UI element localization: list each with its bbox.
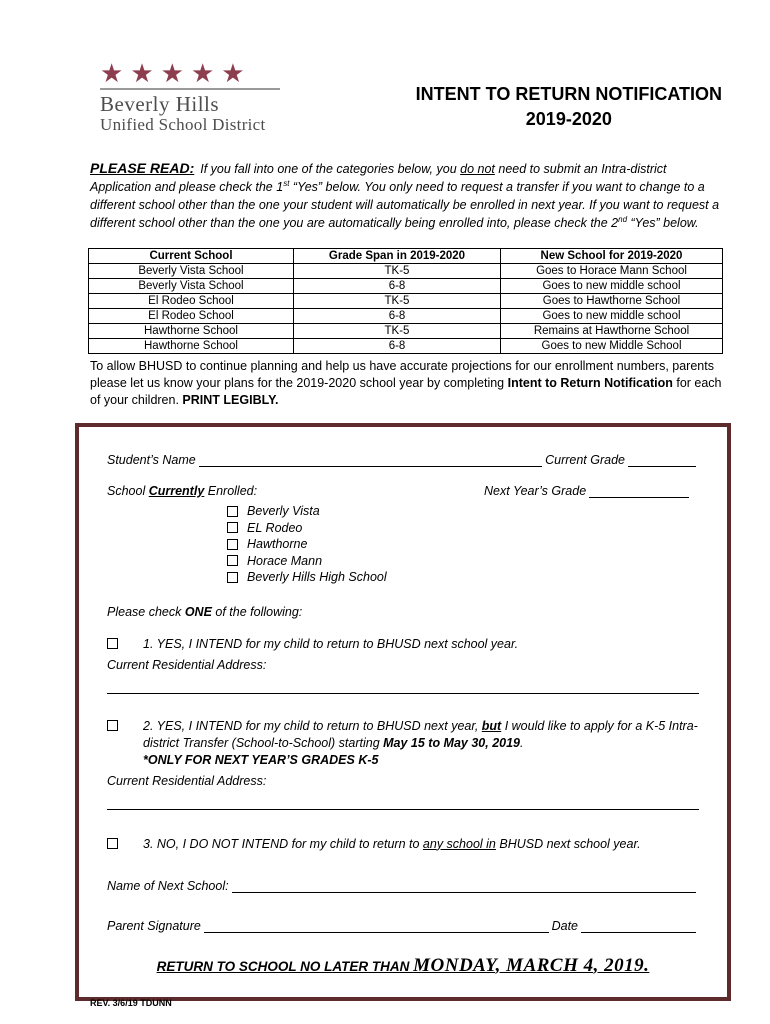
return-deadline-text: RETURN TO SCHOOL NO LATER THAN — [156, 958, 414, 974]
table-cell: 6-8 — [294, 339, 501, 354]
next-year-grade-field[interactable] — [589, 485, 689, 498]
stars-row — [100, 60, 280, 86]
option-2-row — [107, 718, 699, 769]
please-read-text: If you fall into one of the categories below, you — [200, 161, 461, 176]
residential-address-field[interactable] — [107, 677, 699, 694]
schools-table — [88, 248, 723, 354]
table-cell: Beverly Vista School — [89, 264, 294, 279]
signature-row — [107, 919, 699, 933]
star-icon: ★ — [130, 58, 161, 88]
return-deadline — [107, 955, 699, 977]
table-row — [89, 339, 723, 354]
district-logo — [100, 60, 280, 135]
table-cell: TK-5 — [294, 324, 501, 339]
table-cell: TK-5 — [294, 264, 501, 279]
table-row — [89, 279, 723, 294]
residential-address-label-2: Current Residential Address: — [107, 773, 267, 788]
star-icon: ★ — [221, 58, 252, 88]
current-grade-label: Current Grade — [545, 452, 625, 467]
table-cell: Goes to Hawthorne School — [501, 294, 723, 309]
school-option — [227, 552, 699, 569]
intro-paragraph: To allow BHUSD to continue planning and help us have accurate projections for our enrollment numbers, parents please let us know your plans for the 2019-2020 school year by completing Intent to Return Notification for each of your children. PRINT LEGIBLY. — [90, 359, 722, 407]
star-icon: ★ — [100, 58, 131, 88]
date-label: Date — [551, 918, 578, 933]
school-checkbox[interactable] — [227, 539, 238, 550]
district-name-line2: Unified School District — [100, 115, 266, 135]
table-cell: El Rodeo School — [89, 309, 294, 324]
table-row — [89, 309, 723, 324]
table-row — [89, 324, 723, 339]
option-1-label: 1. YES, I INTEND for my child to return to BHUSD next school year. — [143, 637, 519, 652]
school-option-label: Beverly Hills High School — [247, 570, 387, 585]
title-block — [416, 84, 722, 135]
option-2-checkbox[interactable] — [107, 720, 118, 731]
school-checkbox[interactable] — [227, 522, 238, 533]
table-header-cell: Grade Span in 2019-2020 — [294, 249, 501, 264]
school-option — [227, 569, 699, 586]
table-cell: Beverly Vista School — [89, 279, 294, 294]
table-cell: Goes to new middle school — [501, 279, 723, 294]
school-checkbox-list — [227, 503, 699, 586]
student-name-field[interactable] — [199, 454, 542, 467]
return-deadline-date: MONDAY, MARCH 4, 2019. — [413, 954, 650, 976]
option-1-row — [107, 636, 699, 653]
next-school-field[interactable] — [232, 880, 696, 893]
school-checkbox[interactable] — [227, 572, 238, 583]
intent-form — [75, 423, 731, 1001]
next-school-row — [107, 879, 699, 893]
document-header — [0, 0, 770, 135]
page-title-year: 2019-2020 — [525, 109, 612, 129]
school-option — [227, 519, 699, 536]
logo-divider — [100, 88, 280, 90]
please-read-donot: do not — [460, 161, 495, 176]
next-year-grade-group — [484, 484, 699, 498]
table-cell: Hawthorne School — [89, 339, 294, 354]
option-2-note: *ONLY FOR NEXT YEAR’S GRADES K-5 — [143, 752, 379, 767]
school-option — [227, 536, 699, 553]
table-cell: 6-8 — [294, 309, 501, 324]
residential-address-field-2[interactable] — [107, 793, 699, 810]
table-cell: El Rodeo School — [89, 294, 294, 309]
star-icon: ★ — [160, 58, 191, 88]
residential-address-label: Current Residential Address: — [107, 658, 267, 673]
parent-signature-label: Parent Signature — [107, 918, 201, 933]
school-option-label: Hawthorne — [247, 537, 308, 552]
school-option-label: EL Rodeo — [247, 520, 303, 535]
table-cell: 6-8 — [294, 279, 501, 294]
option-3-label: 3. NO, I DO NOT INTEND for my child to return to any school in BHUSD next school year. — [143, 836, 641, 851]
table-cell: Goes to Horace Mann School — [501, 264, 723, 279]
table-cell: Goes to new Middle School — [501, 339, 723, 354]
star-icon: ★ — [190, 58, 222, 88]
next-school-label: Name of Next School: — [107, 878, 229, 893]
parent-signature-field[interactable] — [204, 920, 549, 933]
table-cell: Goes to new middle school — [501, 309, 723, 324]
school-enrolled-label: School Currently Enrolled: — [107, 483, 258, 498]
please-read-label: PLEASE READ: — [90, 159, 195, 176]
revision-note: REV. 3/6/19 TDUNN — [90, 998, 172, 1008]
option-1-checkbox[interactable] — [107, 638, 118, 649]
date-field[interactable] — [581, 920, 696, 933]
student-name-label: Student’s Name — [107, 452, 196, 467]
district-name-line1: Beverly Hills — [100, 92, 220, 116]
table-cell: Hawthorne School — [89, 324, 294, 339]
school-option-label: Horace Mann — [247, 553, 323, 568]
table-header-cell: New School for 2019-2020 — [501, 249, 723, 264]
table-cell: Remains at Hawthorne School — [501, 324, 723, 339]
table-row — [89, 294, 723, 309]
table-row — [89, 264, 723, 279]
option-3-checkbox[interactable] — [107, 838, 118, 849]
student-name-row — [107, 453, 699, 467]
table-cell: TK-5 — [294, 294, 501, 309]
school-option — [227, 503, 699, 520]
check-one-instruction: Please check ONE of the following: — [107, 605, 303, 620]
current-grade-field[interactable] — [628, 454, 696, 467]
school-enrolled-row — [107, 484, 699, 498]
school-option-label: Beverly Vista — [247, 504, 320, 519]
school-checkbox[interactable] — [227, 506, 238, 517]
table-header-cell: Current School — [89, 249, 294, 264]
table-header-row — [89, 249, 723, 264]
option-3-row — [107, 836, 699, 853]
school-checkbox[interactable] — [227, 555, 238, 566]
please-read-paragraph: PLEASE READ: If you fall into one of the categories below, you do not need to submit an Intra-district Application and please check the 1st “Yes” below. You only need to request a transfer if you want to change to a different school other than the one your student will automatically be enrolled in next year. If you want to request a different school other than the one you are automatically being enrolled into, please check the 2nd “Yes” below. — [90, 159, 720, 230]
next-year-grade-label: Next Year’s Grade — [484, 483, 587, 498]
option-2-label: 2. YES, I INTEND for my child to return to BHUSD next year, but I would like to apply for a K-5 Intra-district Transfer (School-to-School) starting May 15 to May 30, 2019. *ONLY FOR NEXT YEAR’S GRADES K-5 — [143, 719, 698, 767]
page-title: INTENT TO RETURN NOTIFICATION — [415, 84, 722, 104]
